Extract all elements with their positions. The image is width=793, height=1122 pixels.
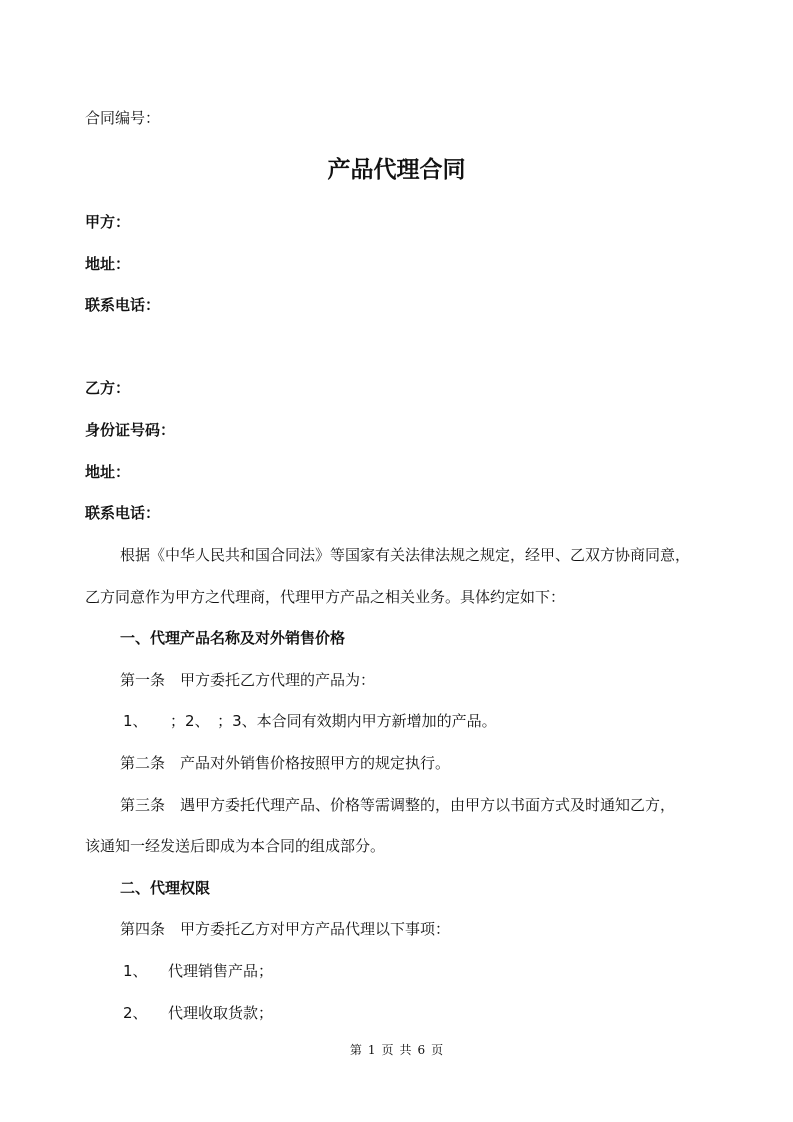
party-b-id-label: 身份证号码： xyxy=(85,421,176,439)
article-2: 第二条 产品对外销售价格按照甲方的规定执行。 xyxy=(120,754,451,772)
section-1-heading: 一、代理产品名称及对外销售价格 xyxy=(120,629,346,647)
contract-number-label: 合同编号： xyxy=(85,109,161,127)
document-title: 产品代理合同 xyxy=(327,157,466,183)
footer-page-number: 1 xyxy=(367,1043,376,1057)
page-footer xyxy=(0,1042,793,1058)
article-1: 第一条 甲方委托乙方代理的产品为： xyxy=(120,671,376,689)
party-a-address-label: 地址： xyxy=(85,255,131,273)
list-item-number: 1、 xyxy=(123,962,148,980)
party-b-phone-label: 联系电话： xyxy=(85,504,161,522)
party-b-address-label: 地址： xyxy=(85,463,131,481)
footer-total-word: 共 xyxy=(399,1043,412,1057)
party-a-label: 甲方： xyxy=(85,213,131,231)
party-b-label: 乙方： xyxy=(85,379,131,397)
article-4: 第四条 甲方委托乙方对甲方产品代理以下事项： xyxy=(120,920,451,938)
article-3-line-2: 该通知一经发送后即成为本合同的组成部分。 xyxy=(85,837,386,855)
article-3-line-1: 第三条 遇甲方委托代理产品、价格等需调整的，由甲方以书面方式及时通知乙方， xyxy=(120,796,676,814)
preamble-line-2: 乙方同意作为甲方之代理商，代理甲方产品之相关业务。具体约定如下： xyxy=(85,588,566,606)
section-2-heading: 二、代理权限 xyxy=(120,879,211,897)
footer-total-pages: 6 xyxy=(417,1043,426,1057)
list-item-number: 2、 xyxy=(123,1004,148,1022)
list-item-text: 代理销售产品； xyxy=(168,962,274,980)
party-a-phone-label: 联系电话： xyxy=(85,296,161,314)
preamble-line-1: 根据《中华人民共和国合同法》等国家有关法律法规之规定，经甲、乙双方协商同意， xyxy=(120,546,691,564)
products-line: 1、 ；2、 ；3、本合同有效期内甲方新增加的产品。 xyxy=(123,712,497,730)
footer-prefix: 第 xyxy=(349,1043,362,1057)
list-item-text: 代理收取货款； xyxy=(168,1004,274,1022)
footer-suffix: 页 xyxy=(431,1043,444,1057)
footer-page-word: 页 xyxy=(381,1043,394,1057)
